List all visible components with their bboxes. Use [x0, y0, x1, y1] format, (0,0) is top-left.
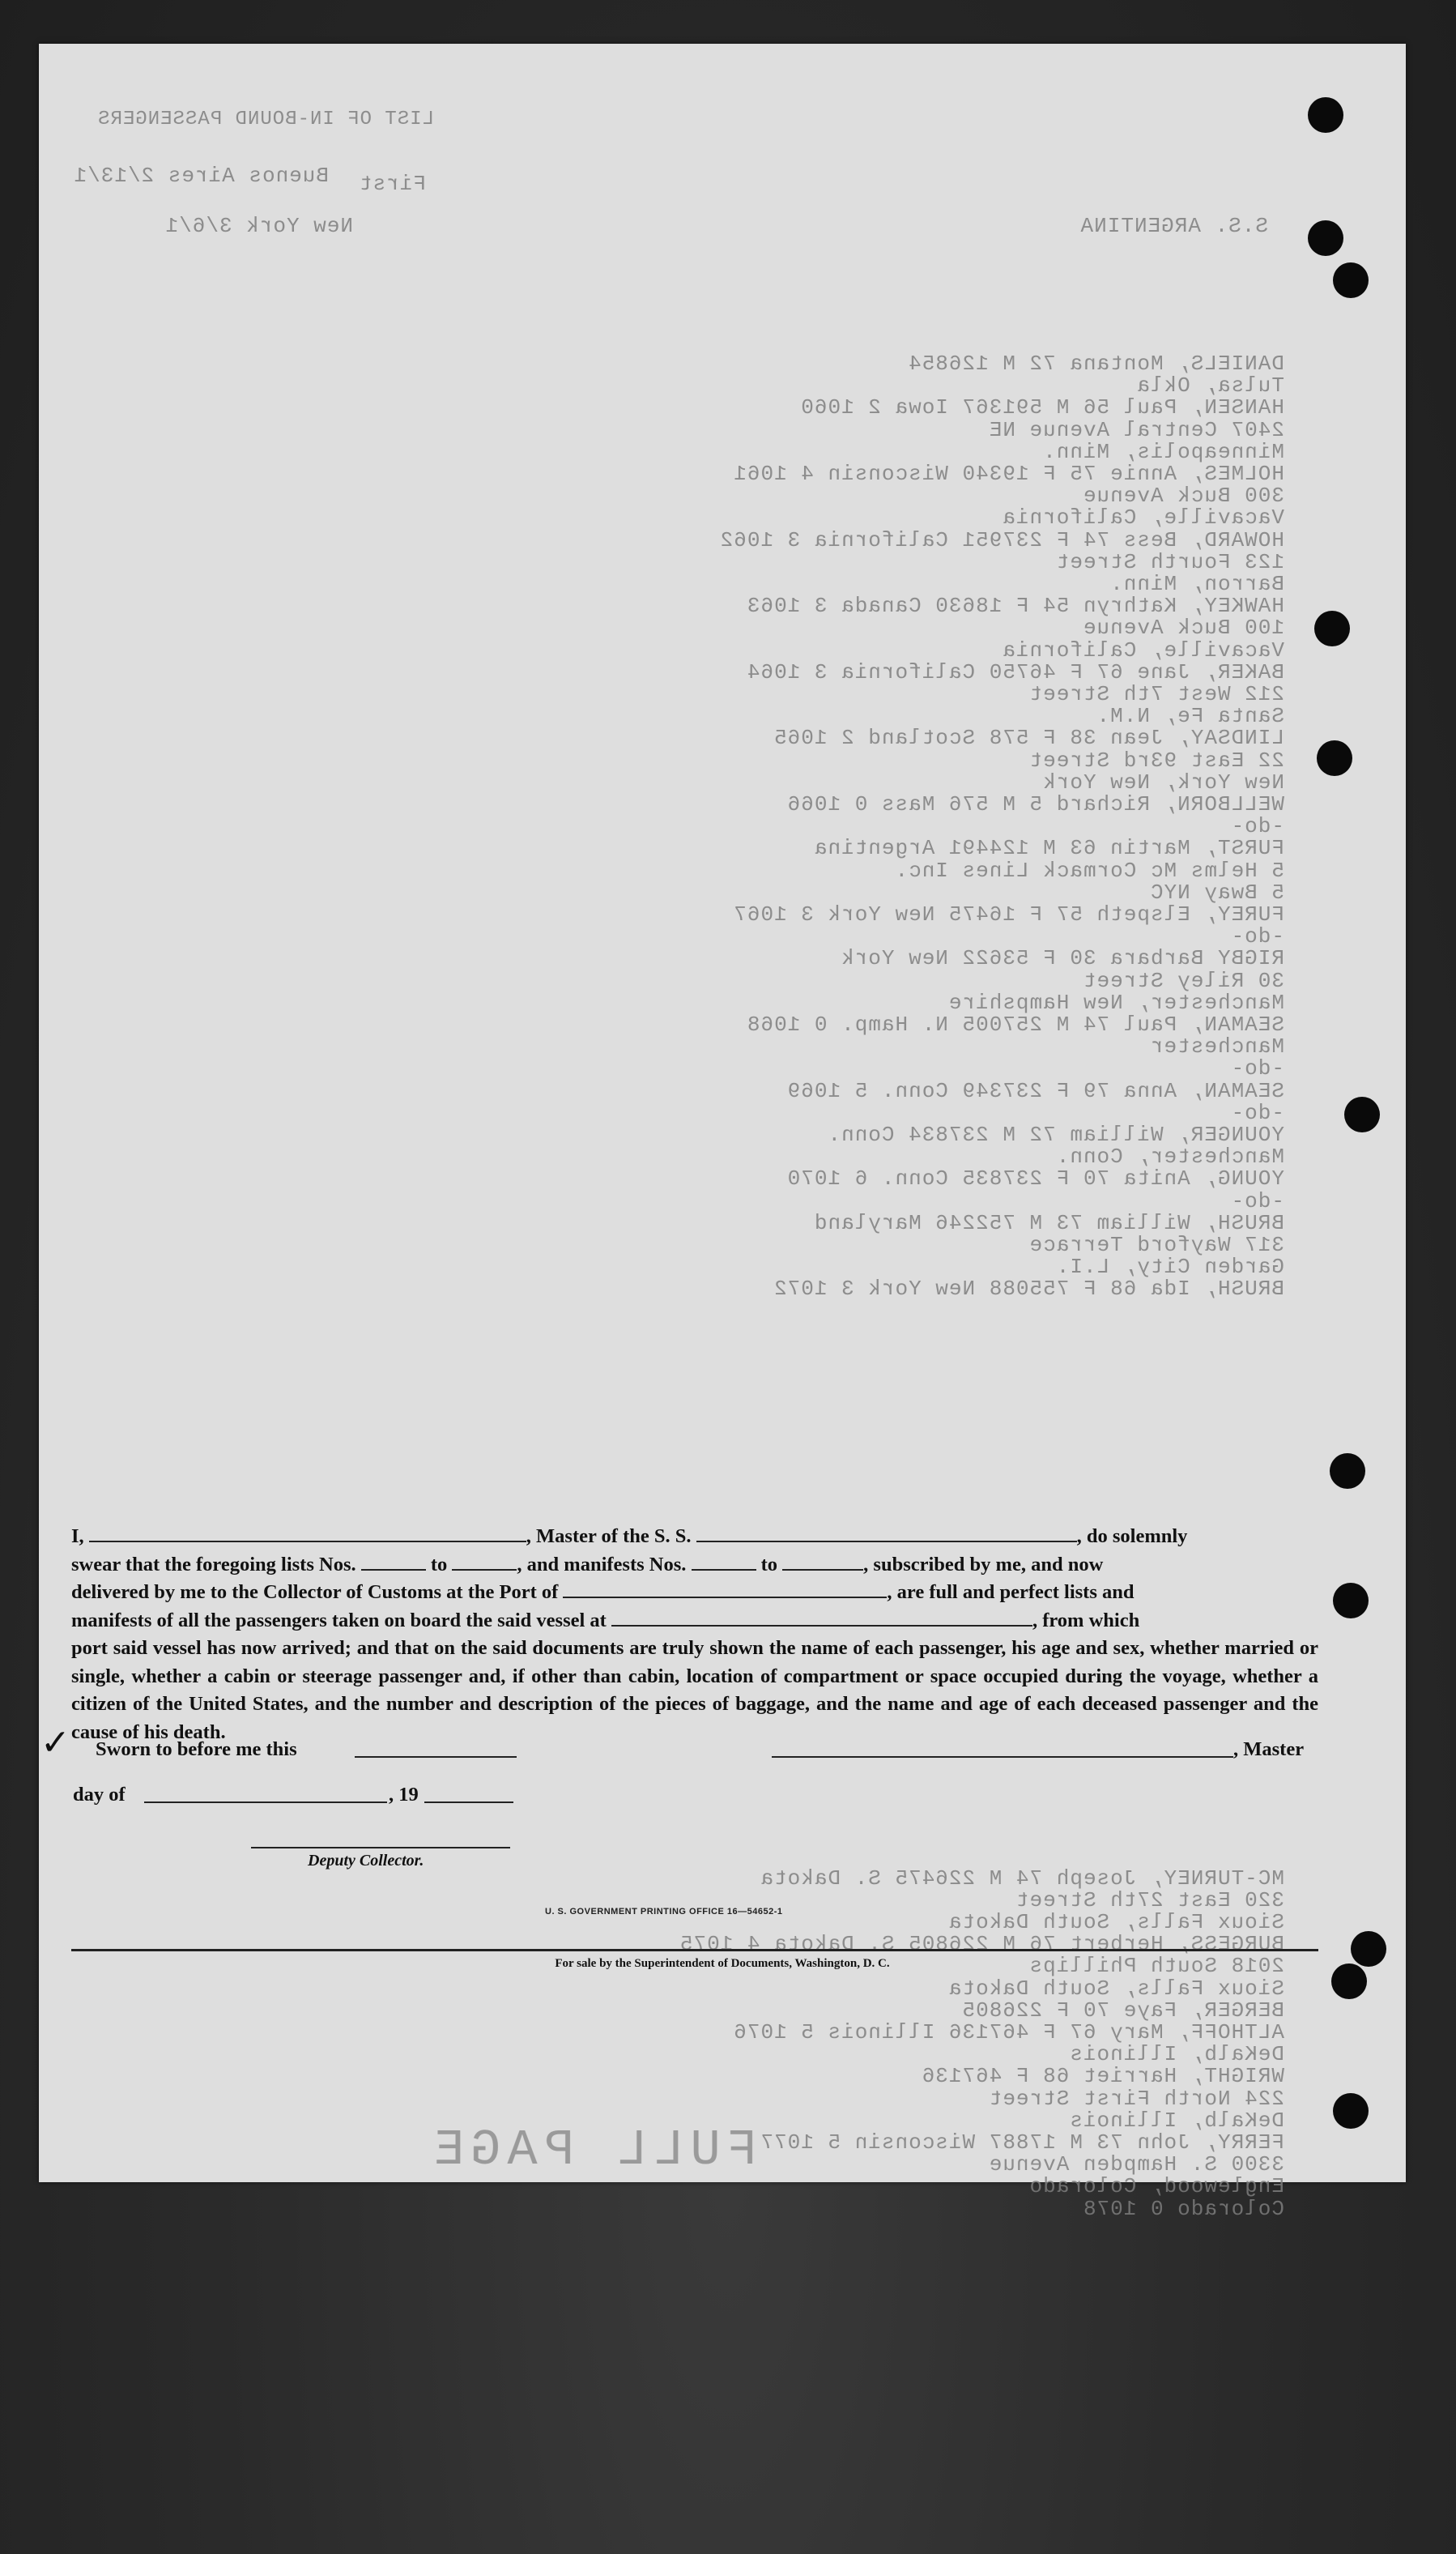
ghost-row: New York, New York	[1042, 770, 1284, 795]
ghost-row: YOUNG, Anita 70 F 237835 Conn. 6 1070	[786, 1166, 1284, 1192]
ghost-row: 300 Buck Avenue	[1082, 484, 1284, 509]
punch-hole	[1317, 740, 1352, 776]
ghost-row: ALTHOFF, Mary 67 F 467136 Illinois 5 1076	[733, 2020, 1284, 2044]
manifest-page	[39, 44, 1406, 2221]
manifest-to-blank	[782, 1554, 863, 1571]
ghost-header-port: Buenos Aires 2/13/1	[73, 164, 329, 188]
ghost-row: -do-	[1230, 924, 1284, 949]
ghost-row: -do-	[1230, 1056, 1284, 1081]
oath-body: port said vessel has now arrived; and that on the said documents are truly shown the name of each passenger, his age and sex, whether married or single, whether a cabin or steerage passenger and, if other than cabin, location of compartment or space occupied during the voyage, whether a citizen of the United States, and the number and description of the pieces of baggage, and the name and age of each deceased passenger and the cause of his death.	[71, 1637, 1318, 1743]
master-signature-line	[772, 1756, 1233, 1758]
ghost-header-ny: New York 3/6/1	[164, 214, 353, 238]
ghost-row: DeKalb, Illinois	[1069, 2108, 1284, 2133]
ghost-row: SEAMAN, Paul 74 M 257005 N. Hamp. 0 1068	[746, 1013, 1284, 1037]
list-from-blank	[361, 1554, 426, 1571]
ghost-row: Colorado 0 1078	[1082, 2196, 1284, 2221]
ghost-row: YOUNGER, William 72 M 237834 Conn.	[827, 1123, 1284, 1147]
oath-vessel-at: manifests of all the passengers taken on board the said vessel at	[71, 1609, 607, 1631]
ghost-row: HAWKEY, Kathryn 54 F 18630 Canada 3 1063	[746, 594, 1284, 619]
oath-text	[71, 1523, 1318, 1746]
ghost-header-title: LIST OF IN-BOUND PASSENGERS	[97, 109, 434, 130]
ghost-row: 5 Helms Mc Cormack Lines Inc.	[894, 858, 1284, 883]
ghost-row: HOWARD, Bess 74 F 237951 California 3 1062	[719, 527, 1284, 552]
ghost-row: 320 East 27th Street	[1015, 1887, 1284, 1912]
ghost-row: 3300 S. Hampden Avenue	[988, 2152, 1284, 2177]
ghost-row: WELLBORN, Richard 5 M 576 Mass 0 1066	[786, 792, 1284, 817]
sworn-date-line	[355, 1756, 517, 1758]
ghost-row: DANIELS, Montana 72 M 126854	[908, 352, 1284, 376]
ghost-row: FURST, Martin 63 M 124491 Argentina	[813, 836, 1284, 861]
check-mark: ✓	[40, 1723, 70, 1763]
oath-subscribed: , subscribed by me, and now	[863, 1553, 1104, 1575]
sworn-label: Sworn to before me this	[96, 1738, 297, 1760]
ghost-row: BRUSH, Ida 68 F 755088 New York 3 1072	[773, 1277, 1284, 1302]
oath-collector: delivered by me to the Collector of Customs at the Port of	[71, 1581, 559, 1603]
ghost-row: Garden City, L.I.	[1055, 1255, 1284, 1280]
ghost-row: SEAMAN, Anna 79 F 237349 Conn. 5 1069	[786, 1078, 1284, 1103]
oath-from-which: , from which	[1032, 1609, 1140, 1631]
punch-hole	[1333, 262, 1369, 298]
ghost-row: BURGESS, Herbert 76 M 226805 S. Dakota 4 1075	[679, 1932, 1284, 1957]
ghost-row: MC-TURNEY, Joseph 74 M 226475 S. Dakota	[760, 1865, 1284, 1891]
punch-hole	[1308, 220, 1343, 256]
ghost-row: 212 West 7th Street	[1028, 682, 1284, 706]
ghost-row: Minneapolis, Minn.	[1042, 439, 1284, 464]
full-page-stamp: FULL PAGE	[428, 2121, 757, 2179]
ship-blank	[696, 1526, 1077, 1542]
oath-i: I,	[71, 1525, 84, 1547]
day-of-label: day of	[73, 1784, 126, 1806]
ghost-row: BERGER, Faye 70 F 226805	[961, 1998, 1284, 2023]
ghost-row: Englewood, Colorado	[1028, 2174, 1284, 2199]
master-label: , Master	[1233, 1738, 1305, 1760]
manifest-from-blank	[692, 1554, 756, 1571]
punch-hole	[1351, 1931, 1386, 1967]
ghost-row: FERRY, John 73 M 17887 Wisconsin 5 1077	[760, 2130, 1284, 2155]
ghost-row: 5 Bway NYC	[1149, 880, 1284, 905]
ghost-row: Tulsa, Okla	[1136, 373, 1284, 399]
for-sale-notice: For sale by the Superintendent of Documents, Washington, D. C.	[555, 1957, 890, 1970]
ghost-row: LINDSAY, Jean 38 F 578 Scotland 2 1065	[773, 726, 1284, 751]
ghost-row: Vacaville, California	[1002, 637, 1284, 663]
ghost-row: 123 Fourth Street	[1055, 549, 1284, 574]
ghost-row: -do-	[1230, 814, 1284, 839]
ghost-row: FUREY, Elspeth 57 F 16475 New York 3 1067	[733, 902, 1284, 927]
oath-solemnly: , do solemnly	[1076, 1525, 1188, 1547]
ghost-row: Manchester, Conn.	[1055, 1145, 1284, 1170]
ghost-row: 224 North First Street	[988, 2086, 1284, 2111]
oath-to-1: to	[430, 1553, 448, 1575]
footer-rule	[71, 1949, 1318, 1951]
ghost-header-first: First	[358, 172, 426, 196]
oath-master-of: , Master of the S. S.	[526, 1525, 692, 1547]
ghost-row: Barron, Minn.	[1109, 572, 1284, 596]
ghost-row: 2018 South Phillips	[1028, 1954, 1284, 1979]
deputy-signature-line	[251, 1847, 510, 1848]
ghost-row: 2407 Central Avenue NE	[988, 417, 1284, 442]
ghost-row: Sioux Falls, South Dakota	[947, 1976, 1284, 2001]
punch-hole	[1314, 611, 1350, 646]
oath-manifests-nos: , and manifests Nos.	[517, 1553, 687, 1575]
ghost-row: Vacaville, California	[1002, 505, 1284, 531]
ghost-row: HANSEN, Paul 56 M 591367 Iowa 2 1060	[800, 395, 1284, 420]
oath-full-perfect: , are full and perfect lists and	[887, 1581, 1135, 1603]
ghost-row: Manchester, New Hampshire	[947, 990, 1284, 1015]
punch-hole	[1308, 97, 1343, 133]
ghost-row: 317 Wayford Terrace	[1028, 1233, 1284, 1257]
ghost-row: -do-	[1230, 1188, 1284, 1213]
ghost-row: HOLMES, Annie 75 F 19340 Wisconsin 4 1061	[733, 462, 1284, 486]
list-to-blank	[452, 1554, 517, 1571]
ghost-row: BAKER, Jane 67 F 46750 California 3 1064	[746, 659, 1284, 684]
departure-port-blank	[611, 1610, 1032, 1627]
ghost-row: -do-	[1230, 1100, 1284, 1125]
punch-hole	[1333, 2093, 1369, 2129]
ghost-row: WRIGHT, Harriet 68 F 467136	[921, 2064, 1284, 2089]
punch-hole	[1330, 1453, 1365, 1489]
ghost-row: Manchester	[1149, 1034, 1284, 1060]
oath-to-2: to	[760, 1553, 778, 1575]
ghost-row: DeKalb, Illinois	[1069, 2042, 1284, 2067]
punch-hole	[1331, 1963, 1367, 1999]
ghost-row: RIGBY Barbara 30 F 53622 New York	[841, 946, 1284, 971]
punch-hole	[1344, 1097, 1380, 1132]
day-of-line	[144, 1801, 387, 1803]
ghost-row: Santa Fe, N.M.	[1096, 704, 1284, 729]
port-blank	[563, 1582, 887, 1598]
ghost-ship-name: S.S. ARGENTINA	[1079, 214, 1268, 238]
year-line	[424, 1801, 513, 1803]
deputy-collector-label: Deputy Collector.	[308, 1852, 424, 1870]
ghost-row: 30 Riley Street	[1082, 968, 1284, 993]
gpo-imprint: U. S. GOVERNMENT PRINTING OFFICE 16—54652-1	[545, 1907, 783, 1917]
ghost-row: 100 Buck Avenue	[1082, 616, 1284, 641]
ghost-row: BRUSH, William 73 M 752246 Maryland	[813, 1210, 1284, 1235]
name-blank	[89, 1526, 526, 1542]
oath-lists-nos: swear that the foregoing lists Nos.	[71, 1553, 356, 1575]
punch-hole	[1333, 1583, 1369, 1618]
ghost-row: Sioux Falls, South Dakota	[947, 1910, 1284, 1934]
ghost-row: 22 East 93rd Street	[1028, 748, 1284, 773]
year-prefix: , 19	[389, 1784, 419, 1806]
